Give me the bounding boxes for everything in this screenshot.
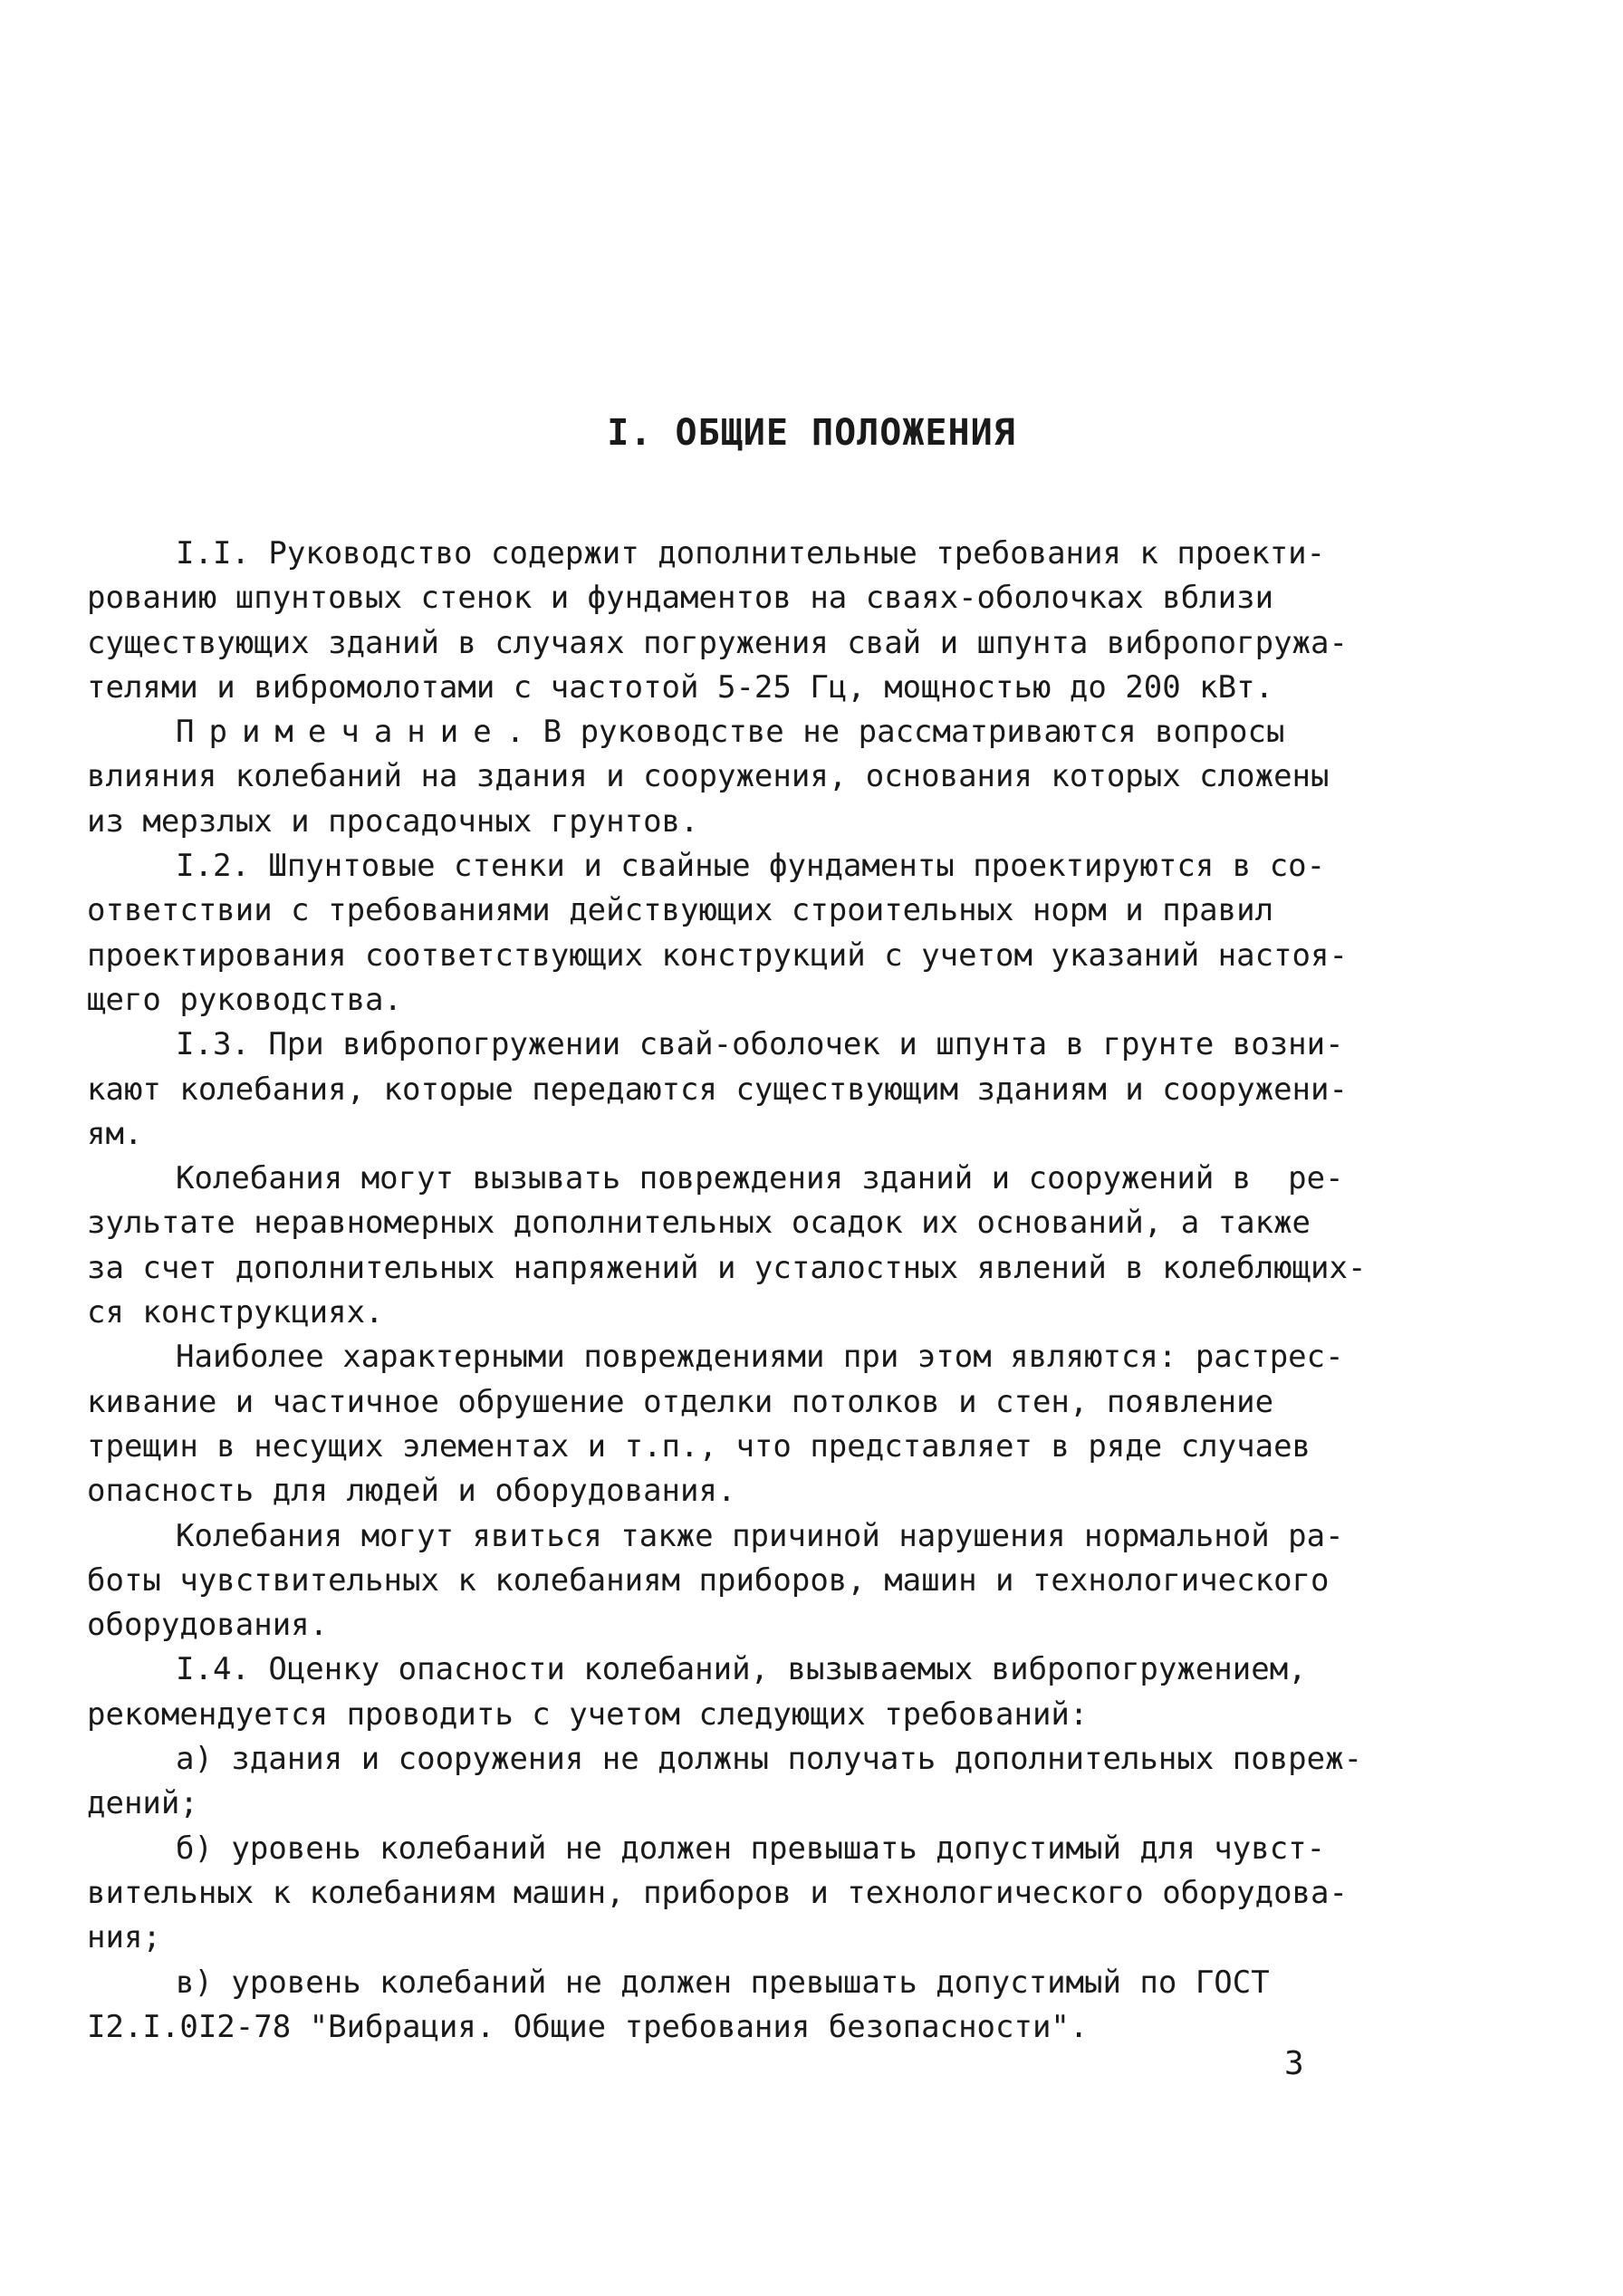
page-number: 3	[1284, 2045, 1304, 2082]
text-line: а) здания и сооружения не должны получать дополнительных повреж-	[176, 1741, 1363, 1778]
text-line: телями и вибромолотами с частотой 5-25 Гц, мощностью до 200 кВт.	[87, 668, 1274, 706]
text-line: I.I. Руководство содержит дополнительные требования к проекти-	[176, 535, 1326, 572]
text-line: ям.	[87, 1115, 143, 1152]
text-line: существующих зданий в случаях погружения свай и шпунта вибропогружа-	[87, 624, 1348, 661]
text-line: ния;	[87, 1919, 161, 1956]
text-line: из мерзлых и просадочных грунтов.	[87, 802, 699, 840]
text-line: ответствии с требованиями действующих строительных норм и правил	[87, 892, 1274, 929]
text-line: оборудования.	[87, 1607, 329, 1644]
text-line: опасность для людей и оборудования.	[87, 1473, 736, 1510]
text-line: вительных к колебаниям машин, приборов и технологического оборудова-	[87, 1874, 1348, 1911]
text-line: проектирования соответствующих конструкций с учетом указаний настоя-	[87, 937, 1348, 974]
text-line: рованию шпунтовых стенок и фундаментов на сваях-оболочках вблизи	[87, 580, 1274, 617]
text-line: дений;	[87, 1785, 198, 1822]
text-line: Колебания могут вызывать повреждения зданий и сооружений в ре-	[176, 1160, 1344, 1197]
text-line: влияния колебаний на здания и сооружения, основания которых сложены	[87, 758, 1330, 795]
text-line: кивание и частичное обрушение отделки потолков и стен, появление	[87, 1383, 1274, 1420]
text-line: трещин в несущих элементах и т.п., что представляет в ряде случаев	[87, 1427, 1311, 1465]
text-line: Примечание. В руководстве не рассматриваются вопросы	[176, 714, 1285, 751]
text-line: Колебания могут явиться также причиной нарушения нормальной ра-	[176, 1517, 1344, 1554]
text-line: I2.I.0I2-78 "Вибрация. Общие требования безопасности".	[87, 2008, 1089, 2045]
section-heading: I. ОБЩИЕ ПОЛОЖЕНИЯ	[607, 412, 1016, 454]
text-line: I.3. При вибропогружении свай-оболочек и шпунта в грунте возни-	[176, 1026, 1344, 1063]
text-line: в) уровень колебаний не должен превышать допустимый по ГОСТ	[176, 1964, 1270, 2001]
text-line: зультате неравномерных дополнительных осадок их оснований, а также	[87, 1205, 1311, 1242]
text-line: I.2. Шпунтовые стенки и свайные фундаменты проектируются в со-	[176, 848, 1326, 885]
note-label: Примечание	[176, 714, 506, 751]
text-line: ся конструкциях.	[87, 1294, 384, 1331]
text-line: щего руководства.	[87, 981, 402, 1018]
text-line: I.4. Оценку опасности колебаний, вызываемых вибропогружением,	[176, 1651, 1307, 1688]
text-line: б) уровень колебаний не должен превышать допустимый для чувст-	[176, 1830, 1326, 1867]
text-line: рекомендуется проводить с учетом следующих требований:	[87, 1696, 1089, 1733]
body-text	[87, 532, 1373, 2050]
text-line: боты чувствительных к колебаниям приборов, машин и технологического	[87, 1561, 1330, 1599]
text-line: за счет дополнительных напряжений и усталостных явлений в колеблющих-	[87, 1249, 1367, 1286]
text-line: кают колебания, которые передаются существующим зданиям и сооружени-	[87, 1071, 1348, 1108]
text-line: Наиболее характерными повреждениями при этом являются: растрес-	[176, 1339, 1344, 1376]
